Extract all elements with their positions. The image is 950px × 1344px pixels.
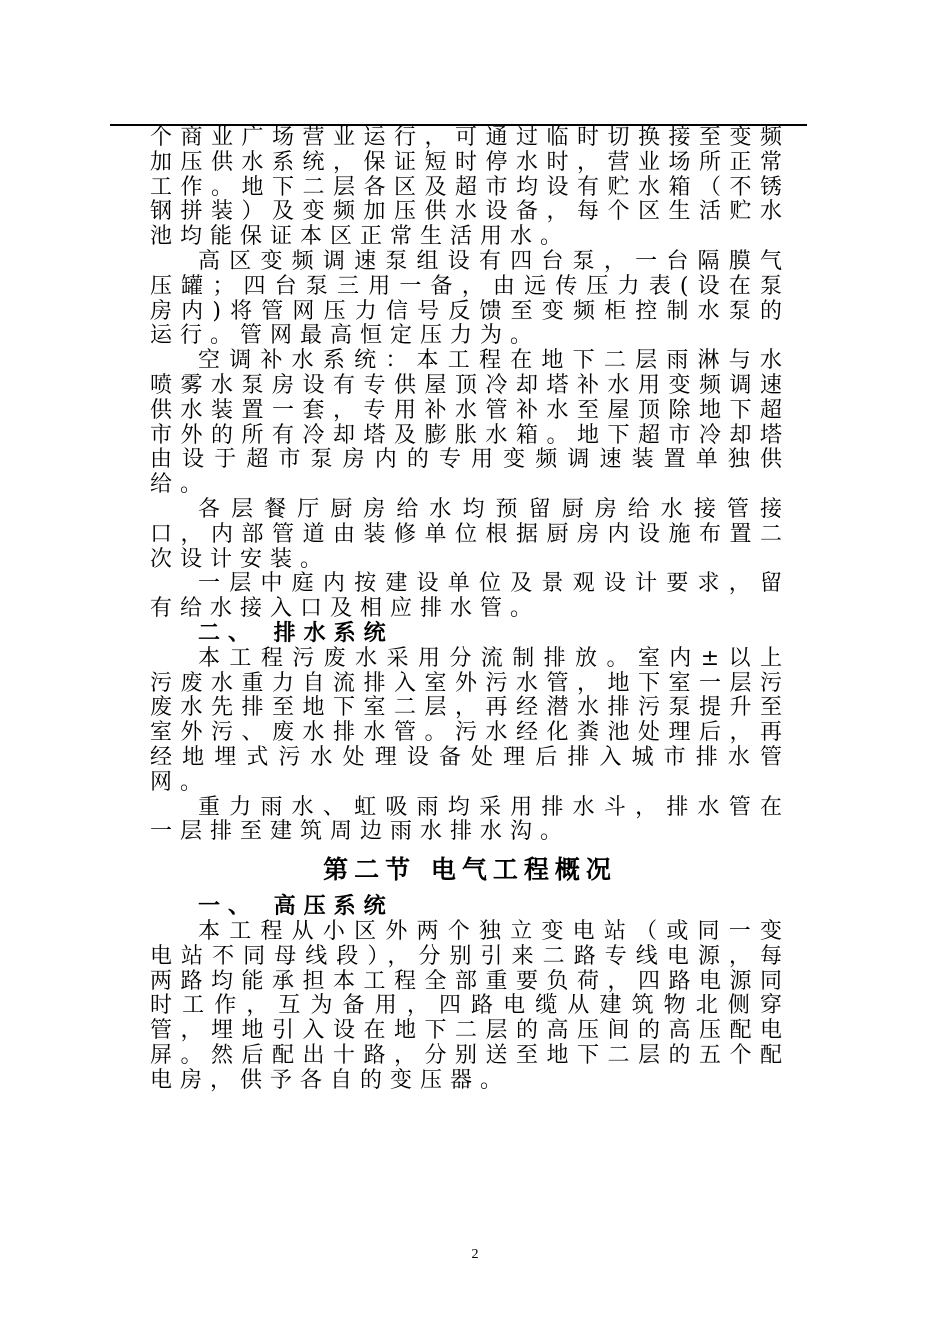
section-title-electrical: 第二节 电气工程概况 [323,855,617,885]
paragraph-kitchen-water: 各层餐厅厨房给水均预留厨房给水接管接口，内部管道由装修单位根据厨房内设施布置二次设计安装。 [150,496,790,572]
heading-drainage-system: 二、 排水系统 [198,620,394,646]
paragraph-atrium-water: 一层中庭内按建设单位及景观设计要求，留有给水接入口及相应排水管。 [150,571,790,622]
document-body [150,126,790,1093]
paragraph-sewage-drainage: 本工程污废水采用分流制排放。室内±以上污废水重力自流排入室外污水管，地下室一层污废水先排至地下室二层，再经潜水排污泵提升至室外污、废水排水管。污水经化粪池处理后，再经地埋式污水处理设备处理后排入城市排水管网。 [150,645,790,795]
paragraph-rainwater-drainage: 重力雨水、虹吸雨均采用排水斗，排水管在一层排至建筑周边雨水排水沟。 [150,794,790,845]
heading-high-voltage-system: 一、 高压系统 [198,894,394,920]
paragraph-high-zone-pumps: 高区变频调速泵组设有四台泵，一台隔膜气压罐；四台泵三用一备，由远传压力表(设在泵房内)将管网压力信号反馈至变频柜控制水泵的运行。管网最高恒定压力为。 [150,248,790,349]
page-number: 2 [471,1247,479,1262]
paragraph-high-voltage-supply: 本工程从小区外两个独立变电站（或同一变电站不同母线段），分别引来二路专线电源，每两路均能承担本工程全部重要负荷，四路电源同时工作，互为备用，四路电缆从建筑物北侧穿管，埋地引入设在地下二层的高压间的高压配电屏。然后配出十路，分别送至地下二层的五个配电房，供予各自的变压器。 [150,918,790,1093]
paragraph-ac-makeup-water: 空调补水系统：本工程在地下二层雨淋与水喷雾水泵房设有专供屋顶冷却塔补水用变频调速供水装置一套，专用补水管补水至屋顶除地下超市外的所有冷却塔及膨胀水箱。地下超市冷却塔由设于超市泵房内的专用变频调速装置单独供给。 [150,348,790,498]
paragraph-water-supply-continued: 个商业广场营业运行，可通过临时切换接至变频加压供水系统，保证短时停水时，营业场所正常工作。地下二层各区及超市均设有贮水箱（不锈钢拼装）及变频加压供水设备，每个区生活贮水池均能保证本区正常生活用水。 [150,125,790,250]
